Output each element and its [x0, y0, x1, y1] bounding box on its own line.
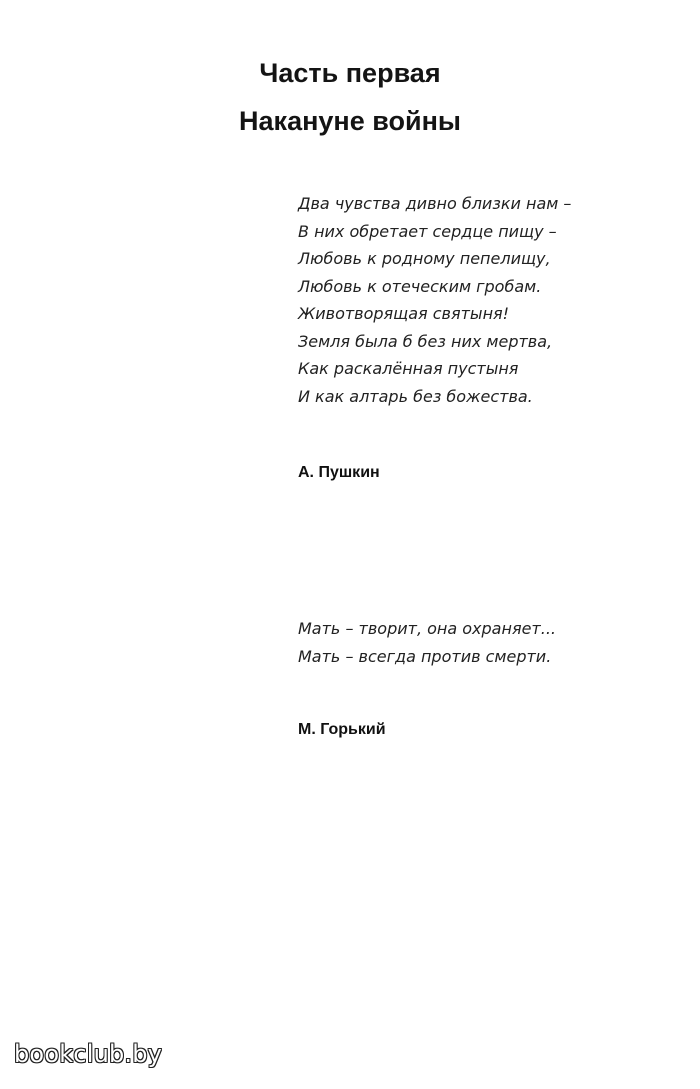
verse-line: Животворящая святыня! [298, 304, 510, 323]
verse-line: Как раскалённая пустыня [298, 359, 519, 378]
verse-line: И как алтарь без божества. [298, 386, 533, 406]
epigraph-verse [298, 190, 678, 410]
epigraph-author: М. Горький [298, 721, 386, 738]
epigraph-pushkin [298, 190, 678, 410]
verse-line: Любовь к родному пепелищу, [298, 249, 551, 268]
verse-line: Мать – творит, она охраняет... [298, 619, 556, 638]
chapter-title: Накануне войны [239, 106, 461, 136]
epigraph-gorky [298, 615, 678, 670]
site-watermark: bookclub.by [14, 1040, 163, 1068]
verse-line: В них обретает сердце пищу – [298, 221, 557, 241]
epigraph-author: А. Пушкин [298, 464, 380, 481]
verse-line: Мать – всегда против смерти. [298, 646, 552, 666]
verse-line: Два чувства дивно близки нам – [298, 194, 572, 213]
part-title: Часть первая [259, 58, 441, 88]
epigraph-verse [298, 615, 678, 670]
verse-line: Любовь к отеческим гробам. [298, 276, 542, 296]
chapter-heading [0, 49, 700, 145]
verse-line: Земля была б без них мертва, [298, 331, 553, 351]
